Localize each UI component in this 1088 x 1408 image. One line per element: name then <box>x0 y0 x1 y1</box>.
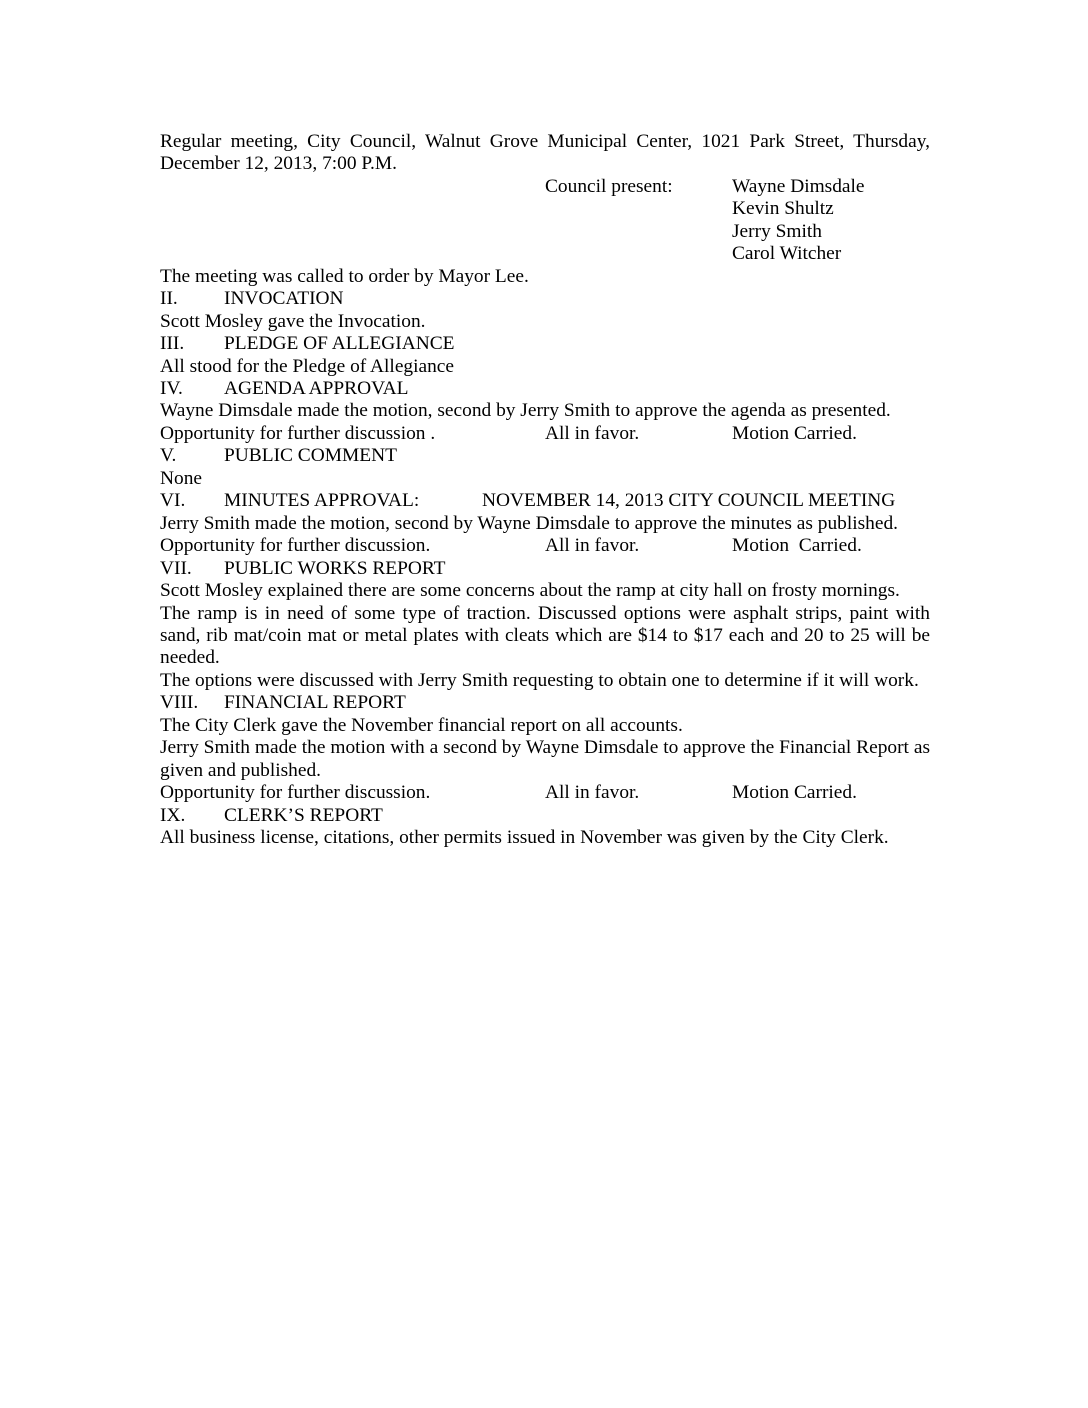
council-present-block <box>160 176 930 266</box>
section-heading-invocation <box>160 288 930 310</box>
intro-paragraph: Regular meeting, City Council, Walnut Grove Municipal Center, 1021 Park Street, Thursday, December 12, 2013, 7:00 P.M. <box>160 131 930 175</box>
paragraph: Scott Mosley explained there are some concerns about the ramp at city hall on frosty mornings. <box>160 580 900 602</box>
vote-favor: All in favor. <box>545 535 640 557</box>
section-heading-public-comment <box>160 445 930 467</box>
vote-line <box>160 535 930 557</box>
section-title: CLERK’S REPORT <box>224 804 383 826</box>
paragraph: Wayne Dimsdale made the motion, second by Jerry Smith to approve the agenda as presented. <box>160 400 891 422</box>
section-numeral: II. <box>160 288 178 310</box>
call-to-order-paragraph: The meeting was called to order by Mayor Lee. <box>160 265 529 287</box>
council-present-label: Council present: <box>545 175 673 197</box>
section-title: MINUTES APPROVAL: <box>224 490 420 512</box>
paragraph: Jerry Smith made the motion with a second by Wayne Dimsdale to approve the Financial Report as given and published. <box>160 737 930 781</box>
section-numeral: VIII. <box>160 692 199 714</box>
section-heading-pledge <box>160 333 930 355</box>
section-heading-financial-report <box>160 692 930 714</box>
paragraph: All stood for the Pledge of Allegiance <box>160 355 455 377</box>
council-member: Jerry Smith <box>732 220 822 242</box>
section-numeral: IX. <box>160 804 186 826</box>
vote-discussion: Opportunity for further discussion. <box>160 782 431 804</box>
vote-discussion: Opportunity for further discussion . <box>160 422 436 444</box>
vote-line <box>160 423 930 445</box>
paragraph: Scott Mosley gave the Invocation. <box>160 310 426 332</box>
section-numeral: V. <box>160 445 177 467</box>
council-members-list <box>732 176 865 266</box>
section-heading-agenda-approval <box>160 378 930 400</box>
section-title: PUBLIC COMMENT <box>224 445 397 467</box>
paragraph: None <box>160 467 203 489</box>
vote-result: Motion Carried. <box>732 535 862 557</box>
paragraph: The options were discussed with Jerry Smith requesting to obtain one to determine if it will work. <box>160 669 919 691</box>
vote-discussion: Opportunity for further discussion. <box>160 535 431 557</box>
section-title: FINANCIAL REPORT <box>224 692 406 714</box>
council-member: Kevin Shultz <box>732 198 834 220</box>
council-member: Wayne Dimsdale <box>732 175 865 197</box>
section-title-detail: NOVEMBER 14, 2013 CITY COUNCIL MEETING <box>482 490 896 512</box>
section-heading-clerks-report <box>160 805 930 827</box>
vote-result: Motion Carried. <box>732 782 857 804</box>
council-member: Carol Witcher <box>732 243 842 265</box>
vote-favor: All in favor. <box>545 422 640 444</box>
section-numeral: VI. <box>160 490 186 512</box>
section-heading-public-works <box>160 558 930 580</box>
section-title: PUBLIC WORKS REPORT <box>224 557 446 579</box>
document-content <box>160 131 930 850</box>
section-title: INVOCATION <box>224 288 344 310</box>
vote-favor: All in favor. <box>545 782 640 804</box>
section-title: AGENDA APPROVAL <box>224 377 409 399</box>
paragraph: All business license, citations, other permits issued in November was given by the City Clerk. <box>160 827 889 849</box>
section-title: PLEDGE OF ALLEGIANCE <box>224 333 455 355</box>
paragraph: The City Clerk gave the November financial report on all accounts. <box>160 714 683 736</box>
vote-line <box>160 782 930 804</box>
paragraph: Jerry Smith made the motion, second by Wayne Dimsdale to approve the minutes as published. <box>160 512 899 534</box>
section-numeral: VII. <box>160 557 192 579</box>
section-numeral: III. <box>160 333 185 355</box>
paragraph: The ramp is in need of some type of traction. Discussed options were asphalt strips, paint with sand, rib mat/coin mat or metal plates with cleats which are $14 to $17 each and 20 to 25 will be needed. <box>160 602 930 669</box>
section-heading-minutes-approval <box>160 490 930 512</box>
section-numeral: IV. <box>160 377 183 399</box>
vote-result: Motion Carried. <box>732 422 857 444</box>
